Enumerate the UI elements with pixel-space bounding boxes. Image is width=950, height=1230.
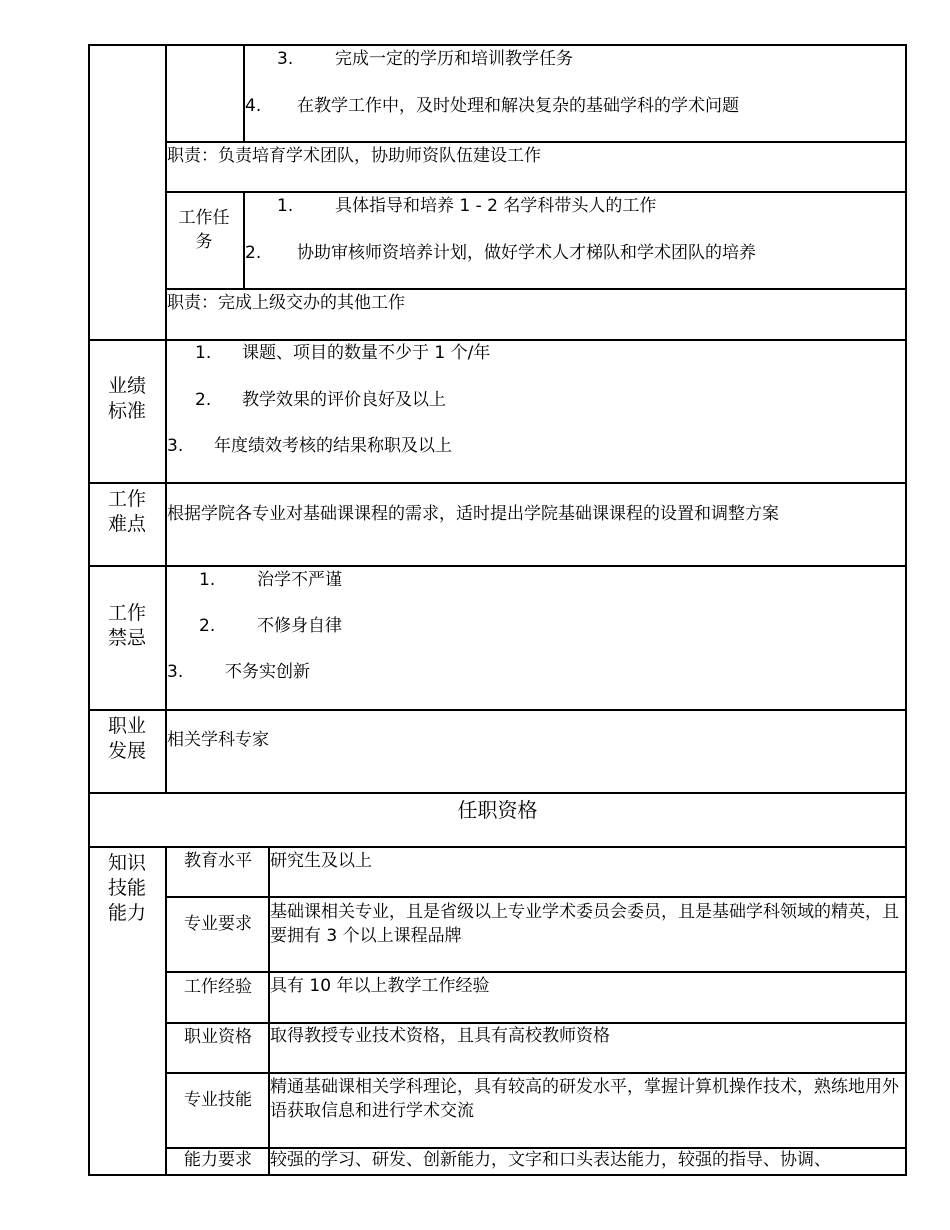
row-divider <box>88 792 907 794</box>
task-item-text: 在教学工作中，及时处理和解决复杂的基础学科的学术问题 <box>297 96 739 116</box>
row-divider <box>166 1072 907 1074</box>
performance-item-text: 课题、项目的数量不少于 1 个/年 <box>242 343 491 363</box>
taboo-item <box>167 661 310 683</box>
task-item-number: 4. <box>245 96 262 116</box>
task-item <box>277 195 656 217</box>
taboo-item <box>199 569 342 591</box>
task-item <box>277 48 573 70</box>
job-description-table <box>88 44 907 1176</box>
qualification-label: 职业资格 <box>184 1027 252 1047</box>
duty-text: 职责：负责培育学术团队，协助师资队伍建设工作 <box>167 146 541 166</box>
row-divider <box>88 339 907 341</box>
col-divider <box>243 44 245 142</box>
row-divider <box>166 896 907 898</box>
career-label: 职业发展 <box>107 715 146 762</box>
col-divider <box>268 846 270 1176</box>
taboo-item-number: 2. <box>199 616 216 636</box>
row-divider <box>88 709 907 711</box>
performance-item-number: 3. <box>167 436 184 456</box>
performance-item-text: 年度绩效考核的结果称职及以上 <box>214 436 452 456</box>
row-divider <box>88 482 907 484</box>
qualification-value: 较强的学习、研发、创新能力，文字和口头表达能力，较强的指导、协调、 <box>270 1150 831 1170</box>
row-divider <box>88 846 907 848</box>
qualification-value: 具有 10 年以上教学工作经验 <box>270 976 490 996</box>
difficulty-label: 工作难点 <box>107 488 146 535</box>
task-item-number: 3. <box>277 49 294 69</box>
row-divider <box>166 288 907 290</box>
taboo-item-text: 不修身自律 <box>257 616 342 636</box>
duty-text: 职责：完成上级交办的其他工作 <box>167 293 405 313</box>
qualification-value: 基础课相关专业，且是省级以上专业学术委员会委员，且是基础学科领域的精英，且要拥有 3 个以上课程品牌 <box>270 902 899 946</box>
career-text: 相关学科专家 <box>167 730 269 750</box>
row-divider <box>88 565 907 567</box>
qualifications-title: 任职资格 <box>457 798 538 822</box>
performance-item <box>195 389 446 411</box>
qualification-value: 精通基础课相关学科理论，具有较高的研发水平，掌握计算机操作技术，熟练地用外语获取信息和进行学术交流 <box>270 1077 899 1121</box>
col-divider <box>165 846 167 1176</box>
taboo-item <box>199 615 342 637</box>
difficulty-text: 根据学院各专业对基础课课程的需求，适时提出学院基础课课程的设置和调整方案 <box>167 504 779 524</box>
row-divider <box>166 191 907 193</box>
col-divider <box>243 191 245 289</box>
taboo-item-text: 不务实创新 <box>225 662 310 682</box>
taboo-item-text: 治学不严谨 <box>257 570 342 590</box>
qualification-label: 专业要求 <box>184 914 252 934</box>
qualification-label: 能力要求 <box>184 1150 252 1170</box>
qualification-value: 研究生及以上 <box>270 851 372 871</box>
row-divider <box>166 141 907 143</box>
performance-item-number: 1. <box>195 343 212 363</box>
qualification-label: 专业技能 <box>184 1090 252 1110</box>
task-item <box>245 95 739 117</box>
performance-label: 业绩标准 <box>107 375 146 422</box>
task-item-text: 完成一定的学历和培训教学任务 <box>335 49 573 69</box>
performance-item <box>167 435 452 457</box>
performance-item-number: 2. <box>195 390 212 410</box>
qualification-label: 工作经验 <box>184 977 252 997</box>
task-item-number: 2. <box>245 243 262 263</box>
performance-item <box>195 342 490 364</box>
row-divider <box>166 971 907 973</box>
taboo-item-number: 1. <box>199 570 216 590</box>
task-label: 工作任务 <box>178 208 230 252</box>
table-border-right <box>905 44 907 1176</box>
task-item-number: 1. <box>277 196 294 216</box>
row-divider <box>166 1022 907 1024</box>
qualification-value: 取得教授专业技术资格，且具有高校教师资格 <box>270 1026 610 1046</box>
qualification-label: 教育水平 <box>184 851 252 871</box>
performance-item-text: 教学效果的评价良好及以上 <box>242 390 446 410</box>
table-border-left <box>88 44 90 1176</box>
qualifications-group-label: 知识技能能力 <box>107 852 146 924</box>
table-border-top <box>88 44 907 46</box>
task-item-text: 协助审核师资培养计划，做好学术人才梯队和学术团队的培养 <box>297 243 756 263</box>
task-item <box>245 242 756 264</box>
taboo-item-number: 3. <box>167 662 184 682</box>
table-border-bottom <box>88 1174 907 1176</box>
taboos-label: 工作禁忌 <box>107 602 146 649</box>
task-item-text: 具体指导和培养 1 - 2 名学科带头人的工作 <box>335 196 657 216</box>
